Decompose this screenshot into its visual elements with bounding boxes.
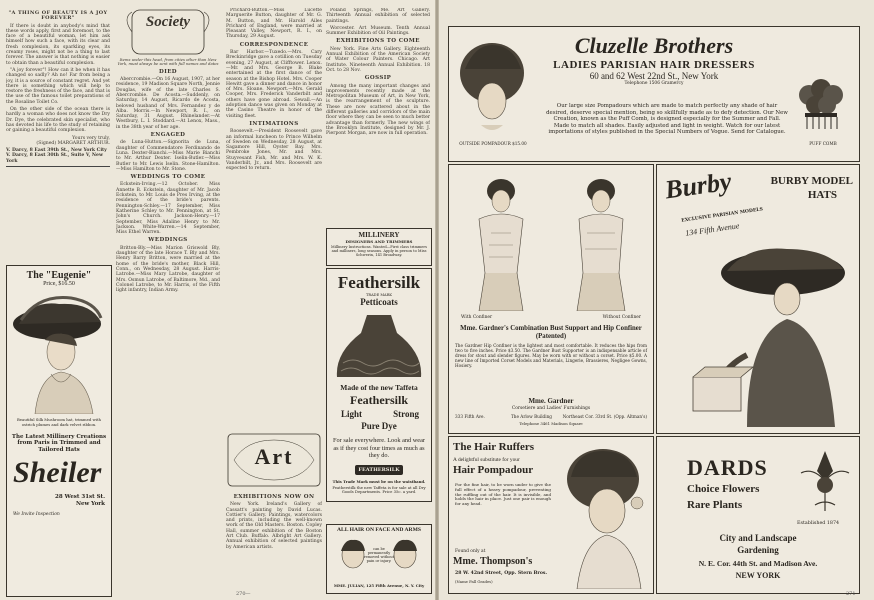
sheiler-invite: We Invite Inspection — [13, 512, 60, 517]
light-label: Light — [341, 409, 363, 419]
exhibitions-to-come-body: New York. Fine Arts Gallery. Eighteenth Annual Exhibition of the American Society of Water Colour Painters. Chicago. Art Institute. Nineteenth Annual Exhibition. 18 Oct. to 28 Nov. — [326, 46, 430, 73]
beauty-body-2: "A joy forever"! How can it be when it has changed so sadly? Ah no! Far from being a joy, it is a source of constant regret. And yet there is something which will help to restore the freshness of the face, and that is the use of the famous toilet preparations of the Rosaline Toilet Co. — [6, 67, 110, 105]
made-of-taffeta: Made of the new Taffeta — [340, 383, 418, 392]
gardner-title: Mme. Gardner's Combination Bust Support and Hip Confiner (Patented) — [460, 325, 642, 340]
beauty-sig-1: Yours very truly, — [72, 135, 110, 141]
hat-woman-illustration — [11, 294, 107, 414]
society-note: Items under this head, from cities other than New York, must always be sent with full names and dates — [117, 57, 219, 67]
without-confiner-caption: Without Confiner — [602, 315, 641, 320]
thompson-note: (Name Fall Grades) — [455, 579, 493, 584]
prichard-button-body: Prichard-Button.—Miss Lucette Marguerite Button, daughter of Mr. G. M. Button, and Mr. Harold Ailes Prichard of England, were married at Pleasant Valley, Newport, R. I., on Thursday, 29 August. — [226, 8, 322, 40]
eugenie-caption: Beautiful Silk Mushroom hat, trimmed with ostrich plumes and dark velvet ribbon. — [17, 417, 101, 427]
intimations-heading: INTIMATIONS — [249, 120, 299, 127]
hair-ruffers-pompadour: Hair Pompadour — [453, 464, 534, 476]
latest-line-3: Tailored Hats — [38, 446, 80, 453]
engaged-body: de Luna-Hutton.—Signorita de Luna, daughter of Commendatore Ferdinando de Luna. Dexter-Bianchi.—Miss Marie Bianchi to Mr. Arthur Dexter. Iselin-Butler.—Miss Butler to Mr. Lewis Iselin. Stone-Hamilton.—Miss Hamilton to Mr. Stone. — [116, 140, 220, 172]
sheiler-ad — [6, 265, 112, 597]
strong-label: Strong — [393, 409, 419, 419]
died-heading: DIED — [159, 68, 177, 75]
gardner-name: Mme. Gardner — [528, 397, 574, 405]
intimations-body: Roosevelt.—President Roosevelt gave an informal luncheon to Prince Wilhelm of Sweden on Wednesday, 28 August, at Sagamore Hill, Oyster Bay. Mrs. Pembroke Jones, Mr. and Mrs. Stuyvesant Fish, Mr. and Mrs. W. K. Vanderbilt, Jr., and Mrs. Roosevelt are expected to return. — [226, 129, 322, 172]
engaged-heading: ENGAGED — [150, 132, 186, 139]
hair-removal-ad — [326, 524, 432, 594]
dards-sidebar-text — [661, 441, 685, 499]
pompadour-illustration — [455, 39, 529, 137]
puff-comb-illustration — [791, 71, 851, 137]
society-title: Society — [145, 14, 191, 30]
hair-ruffers-woman-illustration — [555, 443, 649, 589]
sheiler-address-1: 28 West 31st St. — [55, 494, 105, 500]
sheiler-address-2: New York — [75, 501, 105, 507]
burby-woman-illustration — [687, 245, 853, 427]
eugenie-price: Price, $16.50 — [43, 281, 75, 287]
millinery-ad — [326, 228, 432, 266]
with-confiner-caption: With Confiner — [461, 315, 493, 320]
correspondence-heading: CORRESPONDENCE — [239, 41, 309, 48]
feathersilk-trade-note: This Trade Mark must be on the waistband. — [332, 479, 426, 484]
column-gossip — [326, 8, 430, 228]
gardner-ad — [448, 164, 654, 434]
feathersilk-subtitle: Feathersilk — [350, 393, 408, 407]
page-gutter — [435, 0, 439, 600]
feathersilk-note: Featherstilk the new Taffeta is for sale at all Dry Goods Departments. Price 35c. a yard. — [332, 485, 426, 495]
column-exhibitions — [226, 492, 322, 592]
burby-address: 134 Fifth Avenue — [684, 221, 740, 238]
petticoats-title: Petticoats — [360, 297, 398, 307]
sheiler-address — [55, 494, 105, 508]
dards-rare-plants: Rare Plants — [687, 499, 743, 511]
gardner-address-3: Northeast Cor. 33rd St. (Opp. Altman's) — [562, 414, 647, 419]
weddings-to-come-body: Eckstein-Irving.—12 October. Miss Annette B. Eckstein, daughter of Mr. Jacob Eckstein, to Mr. Louis de Pres Irving, at the residence of the bride's parents. Pennington-Schley.—17 September, Miss Katherine Schley to Mr. Pennington, at St. John's Church. Jackson-Henry.—17 September, Miss Adaline Henry to Mr. Jackson. White-Warren.—14 September, Miss Ethel Warren. — [116, 182, 220, 236]
died-body: Abercrombie.—On 16 August, 1907, at her residence, 19 Madison Square North, Jennie Douglas, wife of the late Charles S. Abercrombie. De Acosta.—Suddenly, on Saturday, 14 August, Ricardo de Acosta, beloved husband of Mrs. Fernandez y de Alba. Morris.—In Newport, R. I., on Saturday, 31 August. Rhinelander.—At Westbury, L. I. Stoddard.—At Lenox, Mass., in the 38th year of her age. — [116, 77, 220, 130]
dards-ad — [656, 436, 860, 594]
beauty-address-1: V. Darcy, 8 East 39th St., New York City — [6, 148, 107, 154]
dards-flower-ornament-icon — [797, 445, 853, 517]
column-correspondence — [226, 8, 322, 428]
gardner-address-1: 333 Fifth Ave. — [455, 414, 485, 419]
feathersilk-label: FEATHERSILK — [355, 465, 403, 475]
burby-logo: Burby — [663, 166, 734, 205]
art-header — [226, 432, 322, 488]
beauty-address-2: V. Darcy, 8 East 30th St., Suite V, New York — [6, 153, 110, 167]
sheiler-logo: Sheiler — [13, 456, 102, 489]
dards-choice-flowers: Choice Flowers — [687, 483, 760, 495]
gardner-body: The Gardner Hip Confiner is the lightest and most comfortable. It reduces the hips from two to five inches. Price $3.50. The Gardner Bust Supporter is an indispensable article of dress for stout and slender figures. May be worn with or without a corset. Price $5.00. A new line of Imported Corset Models and Materials, Lingerie, Brassieres, Negligee Gowns, Hosiery. — [455, 343, 647, 368]
thompson-address: 28 W. 42nd Street, Opp. Stern Bros. — [455, 571, 548, 576]
petticoat-illustration — [333, 313, 425, 379]
burby-exclusive: EXCLUSIVE PARISIAN MODELS — [681, 207, 764, 224]
gardner-telephone: Telephone 3461 Madison Square — [519, 421, 583, 426]
dards-city: City and Landscape — [719, 533, 797, 543]
dards-gardening: Gardening — [737, 545, 779, 555]
hair-removal-address: MME. JULIAN, 125 Fifth Avenue, N. Y. City — [333, 583, 425, 588]
dards-address: N. E. Cor. 44th St. and Madison Ave. — [698, 559, 818, 568]
exhibitions-now-heading: EXHIBITIONS NOW ON — [233, 494, 315, 500]
eugenie-title: The "Eugenie" — [26, 270, 92, 281]
gardner-address-2: The Arlow Building — [511, 414, 552, 419]
feathersilk-trademark: TRADE MARK — [365, 293, 392, 297]
exhibitions-to-come-heading: EXHIBITIONS TO COME — [336, 38, 420, 45]
cluzelle-address: 60 and 62 West 22nd St., New York — [589, 71, 719, 81]
weddings-body: Britton-Bly.—Miss Marion Griswold Bly, daughter of the late Horace T. Bly and Mrs. Henry Barry Britton, were married at the home of the bride's mother, Black Hill, Conn., on Wednesday, 28 August. Harris-Latrobe.—Miss Mary Latrobe, daughter of Mrs. Osmun Latrobe, of Baltimore, Md., and Colonel Latrobe, to Mr. Harris, of the Fifth light infantry, Indian Army. — [116, 245, 220, 294]
feathersilk-sale: For sale everywhere. Look and wear as if they cost four times as much as they do. — [333, 437, 425, 459]
dards-established: Established 1874 — [797, 521, 840, 526]
latest-line-1: The Latest Millinery Creations — [11, 434, 107, 440]
right-page-number: 271 — [846, 591, 856, 597]
cluzelle-brand: Cluzelle Brothers — [574, 33, 734, 58]
art-title: Art — [254, 444, 294, 469]
hair-removal-heading: ALL HAIR ON FACE AND ARMS — [337, 527, 421, 533]
gossip-heading: GOSSIP — [364, 75, 392, 82]
society-header — [116, 8, 220, 58]
latest-creations — [11, 434, 107, 453]
burby-model: BURBY MODEL — [770, 175, 853, 187]
hair-ruffers-title: The Hair Ruffers — [453, 441, 535, 453]
feathersilk-ad — [326, 268, 432, 502]
dards-new-york: NEW YORK — [735, 571, 781, 580]
outside-pompadour-caption: OUTSIDE POMPADOUR $15.00 — [459, 141, 527, 146]
hair-ruffers-body: For the fine hair, to be worn under to give the full effect of a heavy pompadour, preventing the ruffling out of the hair. It is invisible, and holds the hair in place. Just one pair is enough for any head. — [455, 482, 551, 507]
found-only-at: Found only at — [455, 549, 486, 554]
cluzelle-telephone: Telephone 1506 Gramercy — [624, 81, 684, 86]
millinery-body: Millinery Instructions. Wanted—First class trimmers and milliners, long seasons. Apply in person to Miss Schwerin, 141 Broadway. — [331, 245, 427, 258]
exhibitions-now-body: New York. Ireland's Gallery of Cassatt's painting by David Lucas. Cottier's Gallery. Paintings, watercolors and prints, including the well-known work of the Old Masters. Boston. Copley Hall, summer exhibition of the Boston Art Club. Buffalo. Albright Art Gallery. Annual exhibition of selected paintings by American artists. — [226, 502, 322, 550]
weddings-to-come-heading: WEDDINGS TO COME — [130, 174, 206, 181]
puff-comb-caption: PUFF COMB — [809, 141, 837, 146]
hair-removal-body: can be permanently removed without pain or injury. — [363, 547, 395, 563]
beauty-sig-2: (Signed) MARGARET ARTHUR. — [36, 140, 110, 146]
poland-springs: Poland Springs, Me. Art Gallery. Thirteenth Annual exhibition of selected paintings. — [326, 8, 430, 24]
feathersilk-title: Feathersilk — [337, 273, 421, 292]
beauty-body-3: On the other side of the ocean there is hardly a woman who does not know the Dry Dr. Dye, the celebrated skin specialist, who has devoted his life to the study of retaining or gaining a beautiful complexion. — [6, 107, 110, 134]
gossip-body: Among the many important changes and improvements recently made at the Metropolitan Museum of Art, in New York, is the rearrangement of the sculpture. These are now scattered about in the different galleries and corridors of the main floor where they can be seen to much better advantage than formerly. The new wings of the Brooklyn Institute, designed by Mr. J. Pierpont Morgan, are now in full operation. — [326, 83, 430, 137]
burby-ad — [656, 164, 860, 434]
correspondence-body: Bar Harbor.—Tuxedo.—Mrs. Cary Breckinridge gave a cotillion on Tuesday evening, 27 August, at Clifftower. Lenox.—Mr. and Mrs. George B. Blake entertained at the first dance of the season at the Bishop Hotel. Mrs. Cooper Hewitt gave a dinner and dance in honor of Mrs. Sloane. Newport.—Mrs. Gerald Cooper, Mrs. Frederick Vanderbilt and others have gone abroad. Sewall.—An adoption dance was given on Monday at the Casino Theatre in honor of the visiting fleet. — [226, 50, 322, 119]
hair-ruffers-delightful: A delightful substitute for your — [453, 457, 520, 463]
beauty-title: "A THING OF BEAUTY IS A JOY FOREVER" — [8, 10, 108, 22]
burby-hats: HATS — [807, 189, 837, 201]
beauty-body: If there is doubt in anybody's mind that these words apply, first and foremost, to the face of a beautiful woman, let him ask himself how such a face, with its clear and fresh complexion, its sparkling eyes, its creamy roses, might not be a thing to last forever. The answer is that nothing is easier to obtain than a beautiful complexion. — [6, 23, 110, 66]
gardner-sub: Corsetiere and Ladies' Furnishings — [511, 406, 591, 411]
left-page-number: 270— — [236, 591, 251, 597]
dards-title: DARDS — [687, 455, 768, 480]
corset-figures-illustration — [453, 173, 649, 311]
millinery-sub: DESIGNERS AND TRIMMERS — [345, 239, 413, 244]
pure-dye-label: Pure Dye — [361, 421, 397, 431]
cluzelle-tagline: LADIES PARISIAN HAIR DRESSERS — [553, 59, 755, 71]
hair-ruffers-ad — [448, 436, 654, 594]
cluzelle-body: Our large size Pompadours which are made to match perfectly any shade of hair desired, deserve special mention, being so skillfully made as to defy detection. Our New Creation, known as the Puff Comb, is designed especially for the Summer and Fall. Made to match all shades. Easily adjusted and light in weight. Watch for our latest importations of styles published in the Special Numbers of Vogue. Send for Catalogue. — [546, 103, 788, 135]
weddings-heading: WEDDINGS — [148, 237, 188, 244]
worcester: Worcester. Art Museum. Tenth Annual Summer Exhibition of Oil Paintings. — [326, 25, 430, 37]
cluzelle-ad — [448, 26, 860, 162]
column-society — [116, 8, 220, 593]
latest-line-2: from Paris in Trimmed and — [17, 440, 101, 447]
thompson-name: Mme. Thompson's — [453, 556, 533, 567]
millinery-title: MILLINERY — [358, 231, 400, 239]
